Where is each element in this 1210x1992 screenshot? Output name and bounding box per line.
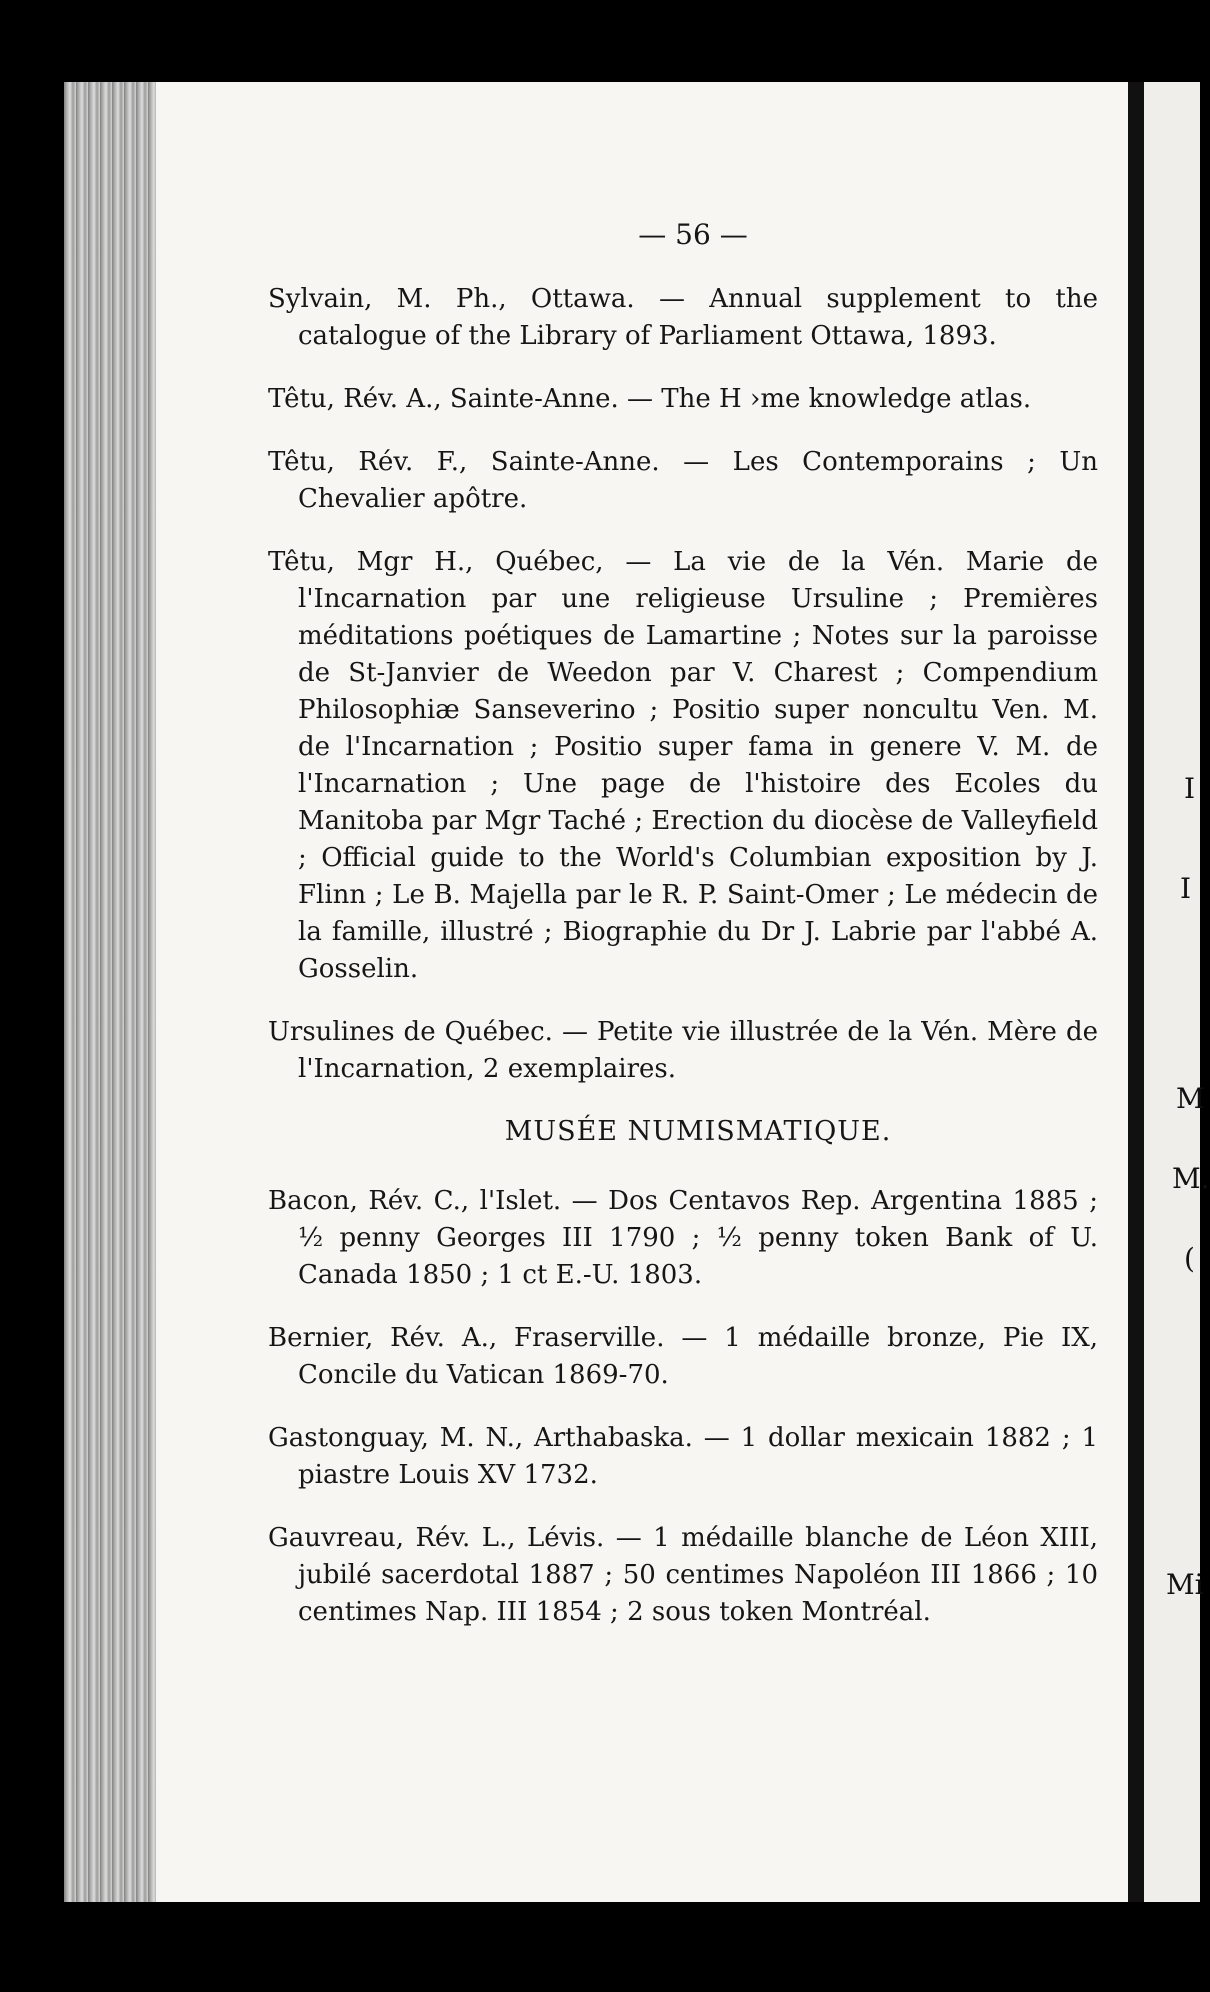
- binding-gutter: [64, 82, 156, 1902]
- facing-page-edge: [1144, 82, 1210, 1902]
- catalogue-entry: Têtu, Rév. F., Sainte-Anne. — Les Contemporains ; Un Chevalier apôtre.: [268, 447, 1098, 514]
- numismatic-entry: Bacon, Rév. C., l'Islet. — Dos Centavos Rep. Argentina 1885 ; ½ penny Georges III 1790 ; ½ penny token Bank of U. Canada 1850 ; 1 ct E.-U. 1803.: [268, 1186, 1098, 1290]
- facing-page-fragment: M.: [1172, 1162, 1210, 1195]
- facing-page-fragment: (: [1184, 1242, 1195, 1275]
- facing-page-fragment: I: [1180, 872, 1192, 905]
- facing-page-fragment: I: [1184, 772, 1196, 805]
- catalogue-entry: Têtu, Mgr H., Québec, — La vie de la Vén. Marie de l'Incarnation par une religieuse Ursuline ; Premières méditations poétiques de Lamartine ; Notes sur la paroisse de St-Janvier de Weedon par V. Charest ; Compendium Philosophiæ Sanseverino ; Positio super noncultu Ven. M. de l'Incarnation ; Positio super fama in genere V. M. de l'Incarnation ; Une page de l'histoire des Ecoles du Manitoba par Mgr Taché ; Erection du diocèse de Valleyfield ; Official guide to the World's Columbian exposition by J. Flinn ; Le B. Majella par le R. P. Saint-Omer ; Le médecin de la famille, illustré ; Biographie du Dr J. Labrie par l'abbé A. Gosselin.: [268, 547, 1098, 984]
- page-fold: [1128, 82, 1144, 1902]
- facing-page-fragment: M: [1176, 1082, 1205, 1115]
- numismatic-entry: Bernier, Rév. A., Fraserville. — 1 médaille bronze, Pie IX, Concile du Vatican 1869-70.: [268, 1323, 1098, 1390]
- catalogue-entry: Ursulines de Québec. — Petite vie illustrée de la Vén. Mère de l'Incarnation, 2 exemplaires.: [268, 1017, 1098, 1084]
- numismatic-entry: Gauvreau, Rév. L., Lévis. — 1 médaille blanche de Léon XIII, jubilé sacerdotal 1887 ; 50 centimes Napoléon III 1866 ; 10 centimes Nap. III 1854 ; 2 sous token Montréal.: [268, 1523, 1098, 1627]
- catalogue-entry: Sylvain, M. Ph., Ottawa. — Annual supplement to the catalogue of the Library of Parliament Ottawa, 1893.: [268, 284, 1098, 351]
- catalogue-entry: Têtu, Rév. A., Sainte-Anne. — The H ›me knowledge atlas.: [268, 384, 1032, 414]
- section-heading: MUSÉE NUMISMATIQUE.: [504, 1116, 892, 1147]
- numismatic-entry: Gastonguay, M. N., Arthabaska. — 1 dollar mexicain 1882 ; 1 piastre Louis XV 1732.: [268, 1423, 1098, 1490]
- page-number: — 56 —: [638, 218, 748, 251]
- page-text: [268, 218, 1098, 1640]
- facing-page-fragment: Mi: [1166, 1568, 1204, 1601]
